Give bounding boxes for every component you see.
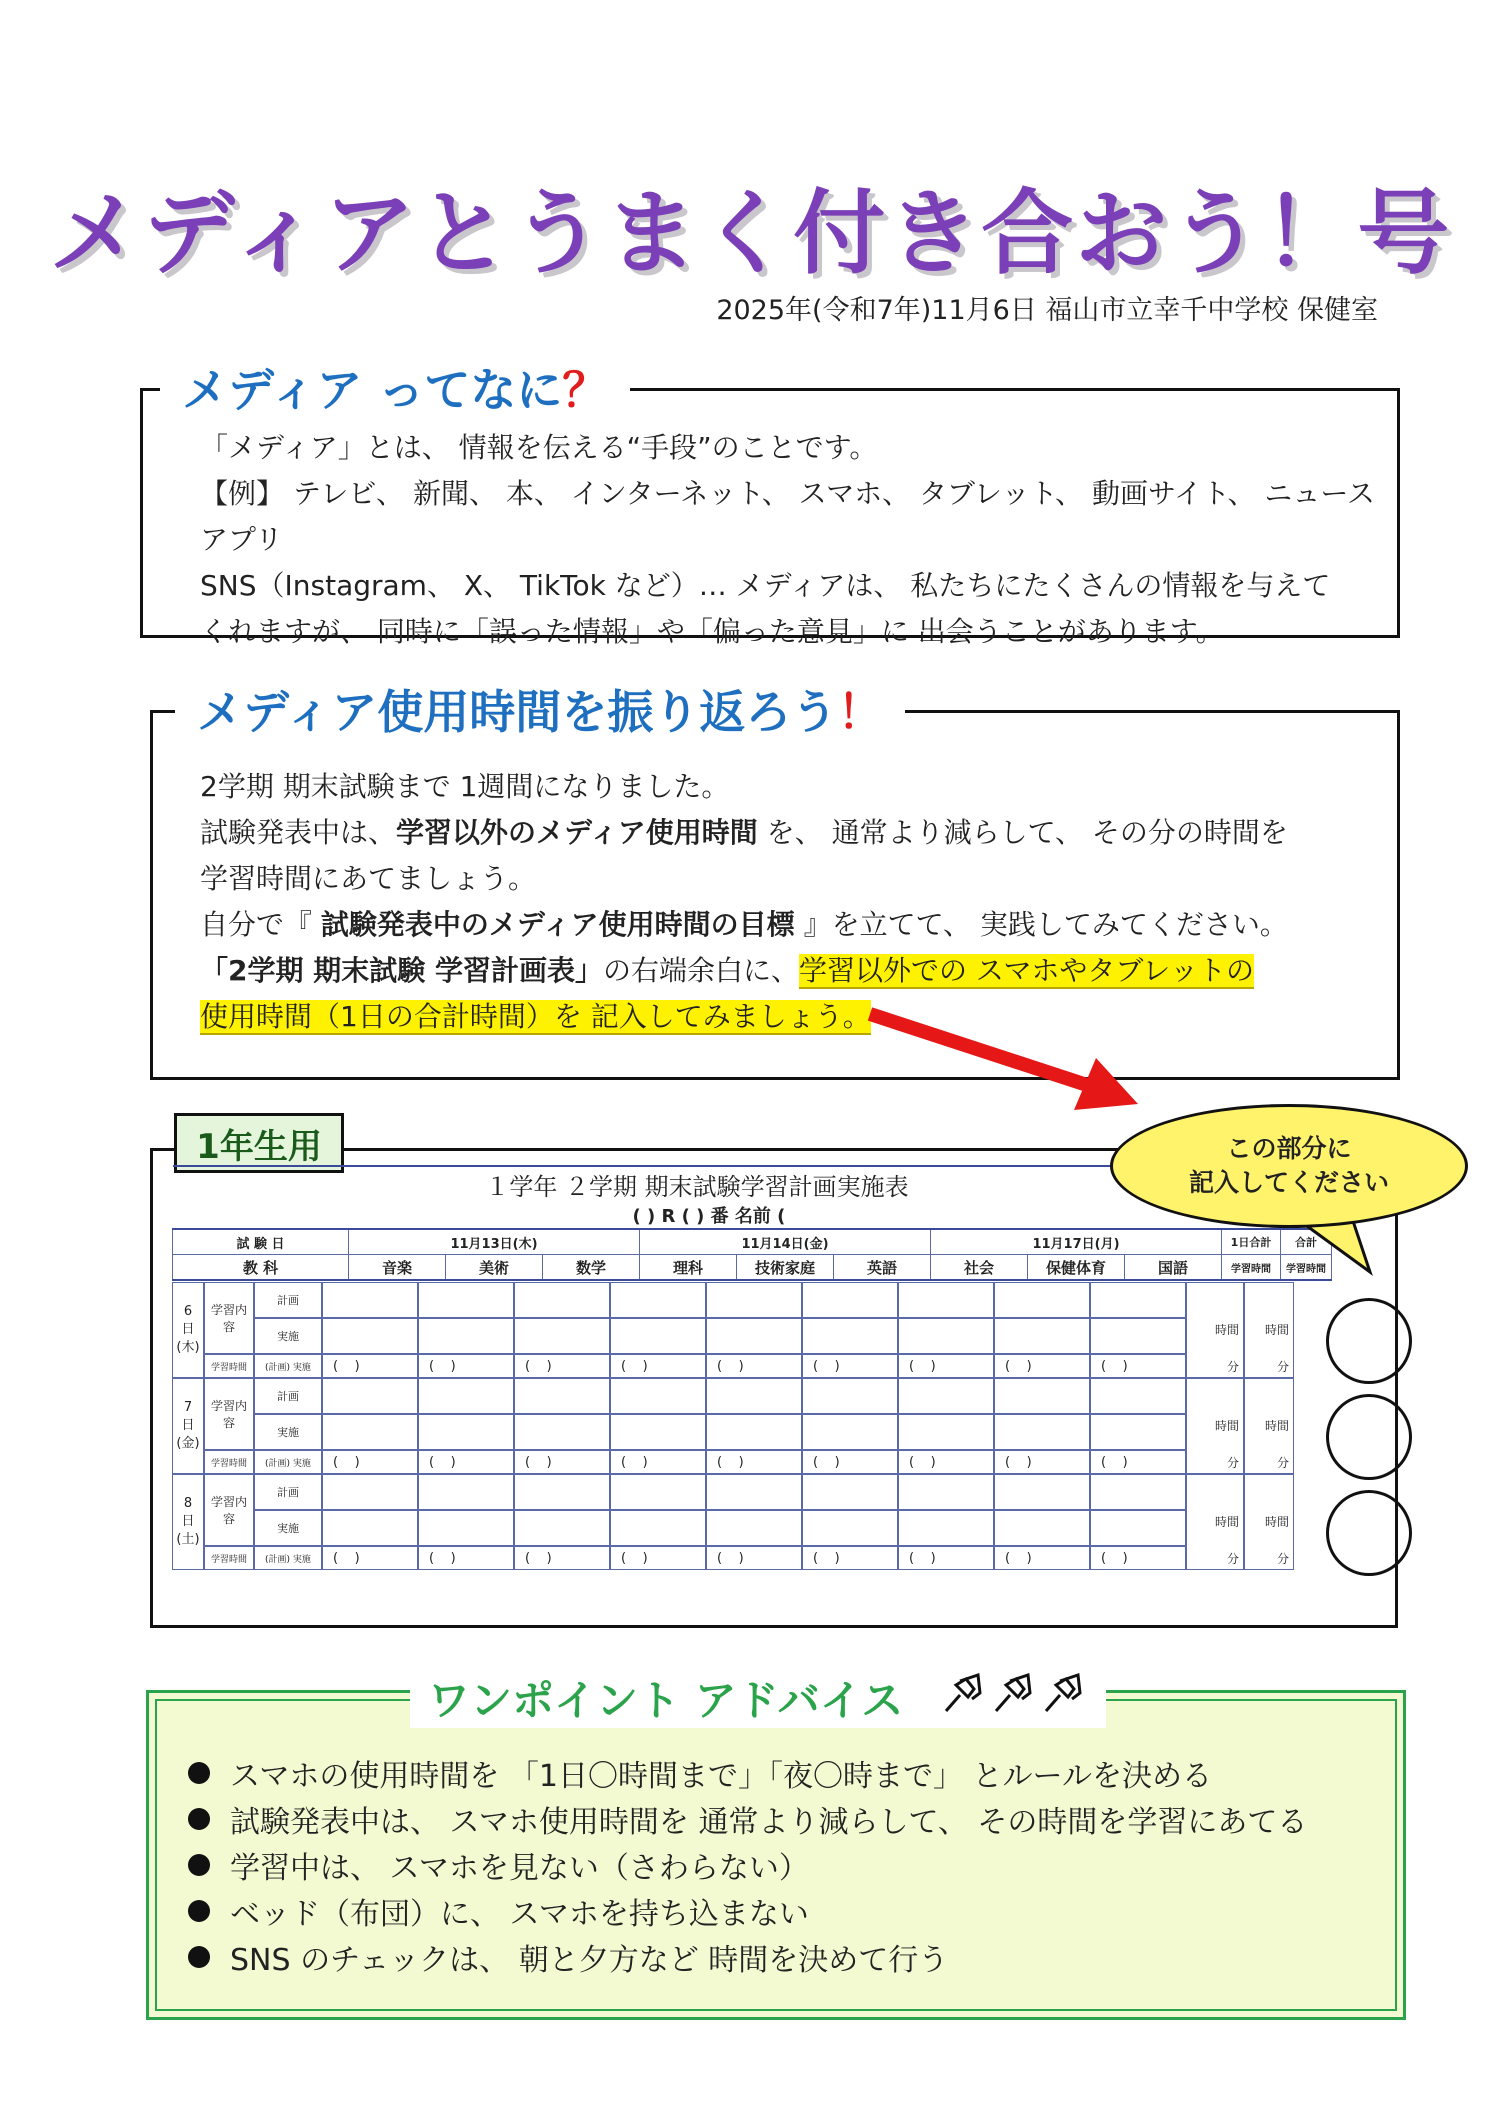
subject-header: 技術家庭 [737,1255,834,1281]
plan-actual-label: (計画) 実施 [254,1450,322,1474]
entry-cell[interactable] [898,1282,994,1318]
entry-cell[interactable] [514,1318,610,1354]
entry-cell[interactable] [1090,1318,1186,1354]
total-cell[interactable]: 時間 分 [1186,1378,1244,1474]
balloon-line: 記入してください [1188,1168,1389,1197]
advice-item: SNS のチェックは、 朝と夕方など 時間を決めて行う [188,1934,1368,1980]
day-label: 6 日 (木) [172,1282,204,1378]
text-line: 「メディア」とは、 情報を伝える“手段”のことです。 [200,431,878,464]
entry-cell[interactable] [898,1378,994,1414]
time-entry-cell[interactable]: ( ) [418,1354,514,1378]
entry-cell[interactable] [418,1378,514,1414]
entry-cell[interactable] [994,1510,1090,1546]
entry-cell[interactable] [322,1318,418,1354]
entry-circle[interactable] [1326,1394,1412,1480]
time-entry-cell[interactable]: ( ) [802,1354,898,1378]
advice-title-text: ワンポイント アドバイス [428,1676,904,1725]
entry-cell[interactable] [418,1510,514,1546]
time-entry-cell[interactable]: ( ) [322,1546,418,1570]
advice-title [410,1668,1106,1728]
entry-cell[interactable] [1090,1474,1186,1510]
text-line: 学習時間にあてましょう。 [200,862,537,895]
date-header: 11月13日(木) [349,1229,640,1255]
time-entry-cell[interactable]: ( ) [514,1450,610,1474]
day-block [172,1282,1332,1378]
time-entry-cell[interactable]: ( ) [610,1450,706,1474]
time-entry-cell[interactable]: ( ) [514,1354,610,1378]
study-time-label: 学習時間 [1222,1255,1281,1281]
actual-label: 実施 [254,1414,322,1450]
subject-label: 教 科 [173,1255,349,1281]
study-time-label: 学習時間 [204,1354,254,1378]
time-entry-cell[interactable]: ( ) [1090,1546,1186,1570]
plan-actual-label: (計画) 実施 [254,1546,322,1570]
entry-cell[interactable] [994,1474,1090,1510]
time-entry-cell[interactable]: ( ) [1090,1354,1186,1378]
time-entry-cell[interactable]: ( ) [706,1450,802,1474]
text-line: 2学期 期末試験まで 1週間になりました。 [200,770,730,803]
text-line: 【例】 テレビ、 新聞、 本、 インターネット、 スマホ、 タブレット、 動画サイト、 ニュースアプリ [200,477,1375,556]
entry-cell[interactable] [418,1474,514,1510]
entry-cell[interactable] [610,1474,706,1510]
grade-tab: 1年生用 [174,1113,344,1173]
plan-label: 計画 [254,1474,322,1510]
advice-list [188,1750,1368,1980]
day-total-label: 1日合計 [1222,1229,1281,1255]
text-line: 自分で『 試験発表中のメディア使用時間の目標 』を立てて、 実践してみてください。 [200,908,1288,941]
advice-item: 試験発表中は、 スマホ使用時間を 通常より減らして、 その時間を学習にあてる [188,1796,1368,1842]
day-label: 7 日 (金) [172,1378,204,1474]
entry-cell[interactable] [898,1414,994,1450]
entry-cell[interactable] [802,1378,898,1414]
red-arrow-icon [860,1000,1160,1120]
time-entry-cell[interactable]: ( ) [898,1354,994,1378]
advice-item: スマホの使用時間を 「1日〇時間まで」「夜〇時まで」 とルールを決める [188,1750,1368,1796]
entry-cell[interactable] [994,1318,1090,1354]
actual-label: 実施 [254,1318,322,1354]
subject-header: 保健体育 [1028,1255,1125,1281]
time-entry-cell[interactable]: ( ) [418,1450,514,1474]
bullet-icon [188,1762,210,1784]
time-entry-cell[interactable]: ( ) [706,1354,802,1378]
exam-day-label: 試 験 日 [173,1229,349,1255]
subject-header: 数学 [543,1255,640,1281]
entry-cell[interactable] [706,1510,802,1546]
highlight: 学習以外での スマホやタブレットの [799,954,1254,987]
section-usage-title-text: メディア使用時間を振り返ろう [197,685,838,739]
entry-cell[interactable] [514,1474,610,1510]
page-title: メディアとうまく付き合おう！号 [48,180,1452,287]
entry-cell[interactable] [610,1414,706,1450]
time-entry-cell[interactable]: ( ) [994,1450,1090,1474]
time-entry-cell[interactable]: ( ) [898,1546,994,1570]
text-line: 「2学期 期末試験 学習計画表」の右端余白に、学習以外での スマホやタブレットの [200,954,1254,987]
emphasis: 試験発表中のメディア使用時間の目標 [320,908,795,941]
study-content-label: 学習内容 [204,1474,254,1546]
entry-cell[interactable] [706,1378,802,1414]
bullet-icon [188,1900,210,1922]
entry-cell[interactable] [418,1282,514,1318]
study-content-label: 学習内容 [204,1378,254,1450]
entry-cell[interactable] [1090,1378,1186,1414]
entry-cell[interactable] [610,1282,706,1318]
entry-cell[interactable] [898,1318,994,1354]
entry-cell[interactable] [802,1510,898,1546]
subject-header: 理科 [640,1255,737,1281]
entry-cell[interactable] [322,1414,418,1450]
entry-cell[interactable] [802,1318,898,1354]
total-cell[interactable]: 時間 分 [1186,1282,1244,1378]
plan-actual-label: (計画) 実施 [254,1354,322,1378]
day-label: 8 日 (土) [172,1474,204,1570]
bullet-icon [188,1946,210,1968]
time-entry-cell[interactable]: ( ) [802,1450,898,1474]
pushpin-icon [938,1671,1088,1725]
study-time-label: 学習時間 [204,1546,254,1570]
study-content-label: 学習内容 [204,1282,254,1354]
time-entry-cell[interactable]: ( ) [514,1546,610,1570]
entry-cell[interactable] [994,1414,1090,1450]
balloon-line: この部分に [1226,1134,1352,1163]
entry-cell[interactable] [514,1414,610,1450]
text-line: SNS（Instagram、 X、 TikTok など）… メディアは、 私たちにたくさんの情報を与えて [200,569,1331,602]
entry-cell[interactable] [322,1282,418,1318]
exclamation-mark: ！ [837,685,884,739]
total-cell[interactable]: 時間 分 [1244,1474,1294,1570]
total-cell[interactable]: 時間 分 [1244,1378,1294,1474]
entry-circle[interactable] [1326,1298,1412,1384]
highlight: 使用時間（1日の合計時間）を 記入してみましょう。 [200,1000,871,1033]
entry-cell[interactable] [610,1510,706,1546]
entry-cell[interactable] [322,1510,418,1546]
entry-cell[interactable] [610,1318,706,1354]
entry-cell[interactable] [322,1378,418,1414]
entry-cell[interactable] [802,1474,898,1510]
actual-label: 実施 [254,1510,322,1546]
time-entry-cell[interactable]: ( ) [610,1546,706,1570]
bullet-icon [188,1808,210,1830]
time-entry-cell[interactable]: ( ) [322,1450,418,1474]
text-line [200,994,1380,1040]
section-media-body [200,425,1380,655]
entry-cell[interactable] [418,1414,514,1450]
entry-cell[interactable] [802,1282,898,1318]
date-header: 11月14日(金) [640,1229,931,1255]
entry-cell[interactable] [418,1318,514,1354]
callout-balloon [1110,1104,1468,1228]
total-cell[interactable]: 時間 分 [1186,1474,1244,1570]
emphasis: 学習以外のメディア使用時間 [396,816,758,849]
entry-cell[interactable] [802,1414,898,1450]
bullet-icon [188,1854,210,1876]
dateline: 2025年(令和7年)11月6日 福山市立幸千中学校 保健室 [716,295,1378,326]
time-entry-cell[interactable]: ( ) [994,1354,1090,1378]
entry-circle[interactable] [1326,1490,1412,1576]
time-entry-cell[interactable]: ( ) [322,1354,418,1378]
entry-cell[interactable] [610,1378,706,1414]
entry-cell[interactable] [514,1510,610,1546]
day-block [172,1474,1332,1570]
section-media-title [160,354,630,420]
entry-cell[interactable] [994,1378,1090,1414]
entry-cell[interactable] [706,1414,802,1450]
entry-cell[interactable] [514,1378,610,1414]
advice-item: ベッド（布団）に、 スマホを持ち込まない [188,1888,1368,1934]
entry-cell[interactable] [994,1282,1090,1318]
section-usage-title [175,676,905,742]
question-mark: ？ [562,363,609,417]
entry-cell[interactable] [706,1474,802,1510]
study-time-label: 学習時間 [204,1450,254,1474]
emphasis: 「2学期 期末試験 学習計画表」 [200,954,603,987]
time-entry-cell[interactable]: ( ) [1090,1450,1186,1474]
time-entry-cell[interactable]: ( ) [610,1354,706,1378]
time-entry-cell[interactable]: ( ) [706,1546,802,1570]
section-usage-body [200,764,1380,1040]
entry-cell[interactable] [706,1318,802,1354]
text-line: くれますが、 同時に「誤った情報」や「偏った意見」に 出会うことがあります。 [200,615,1224,648]
subject-header: 国語 [1125,1255,1222,1281]
subject-header: 美術 [446,1255,543,1281]
date-header: 11月17日(月) [931,1229,1222,1255]
time-entry-cell[interactable]: ( ) [418,1546,514,1570]
time-entry-cell[interactable]: ( ) [802,1546,898,1570]
advice-item: 学習中は、 スマホを見ない（さわらない） [188,1842,1368,1888]
time-entry-cell[interactable]: ( ) [994,1546,1090,1570]
entry-cell[interactable] [1090,1510,1186,1546]
entry-cell[interactable] [898,1510,994,1546]
plan-label: 計画 [254,1378,322,1414]
sum-label: 合計 [1281,1229,1332,1255]
entry-cell[interactable] [1090,1282,1186,1318]
text-line: 試験発表中は、学習以外のメディア使用時間 を、 通常より減らして、 その分の時間を [200,816,1288,849]
name-row: ( ) R ( ) 番 名前 ( [632,1206,786,1227]
section-media-title-text: メディア ってなに [182,363,563,417]
entry-cell[interactable] [322,1474,418,1510]
time-entry-cell[interactable]: ( ) [898,1450,994,1474]
plan-table-title: １学年 ２学期 期末試験学習計画実施表 [173,1166,1222,1202]
subject-header: 英語 [834,1255,931,1281]
total-cell[interactable]: 時間 分 [1244,1282,1294,1378]
entry-cell[interactable] [706,1282,802,1318]
entry-cell[interactable] [898,1474,994,1510]
subject-header: 社会 [931,1255,1028,1281]
day-block [172,1378,1332,1474]
study-time-label: 学習時間 [1281,1255,1332,1281]
entry-cell[interactable] [514,1282,610,1318]
subject-header: 音楽 [349,1255,446,1281]
entry-cell[interactable] [1090,1414,1186,1450]
plan-label: 計画 [254,1282,322,1318]
